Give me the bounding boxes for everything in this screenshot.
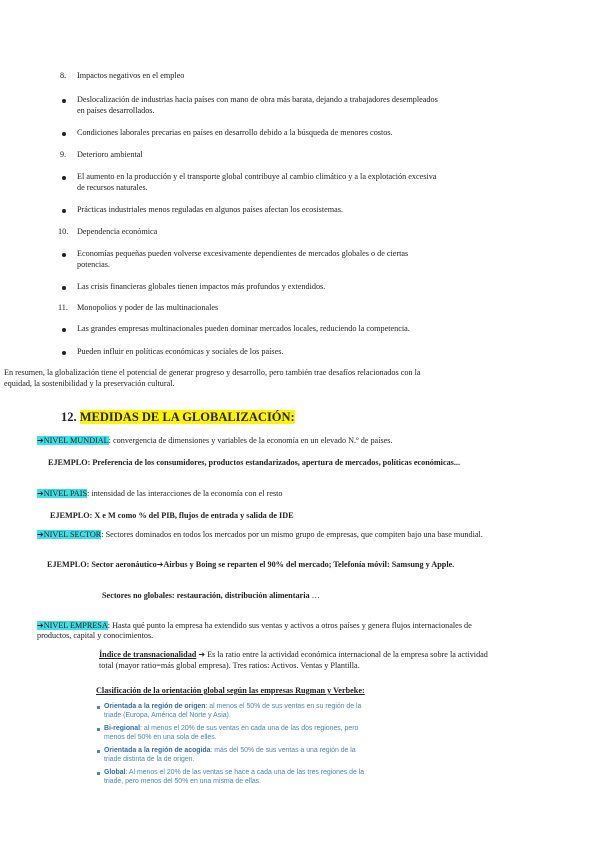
nivel-sector-text: : Sectores dominados en todos los mercados por un mismo grupo de empresas, que compiten bajo una base mundial.	[101, 530, 483, 539]
bullet-dot	[62, 209, 66, 213]
list-heading: Impactos negativos en el empleo	[77, 71, 185, 80]
ejemplo-mundial: EJEMPLO: Preferencia de los consumidores, productos estandarizados, apertura de mercados, políticas económicas...	[48, 458, 461, 467]
list-item: Las grandes empresas multinacionales pueden dominar mercados locales, reduciendo la competencia.	[77, 324, 410, 333]
ejemplo-pais: EJEMPLO: X e M como % del PIB, flujos de entrada y salida de IDE	[50, 511, 294, 520]
list-number: 9.	[60, 150, 67, 159]
rugman-item-origen-cont: triade (Europa, América del Norte y Asia).	[104, 712, 231, 719]
section-number: 12.	[61, 410, 77, 424]
bullet-square	[97, 772, 100, 775]
arrow-right-icon: ➔	[156, 560, 164, 569]
list-number: 10.	[58, 227, 69, 236]
section-title: MEDIDAS DE LA GLOBALIZACIÓN:	[79, 410, 295, 424]
arrow-right-icon: ➔	[37, 489, 44, 498]
nivel-pais-label: ➔NIVEL PAIS	[37, 489, 87, 498]
bullet-square	[97, 750, 100, 753]
rugman-item-biregional-cont: menos del 50% en una sola de elles.	[104, 734, 217, 741]
nivel-sector-label: ➔NIVEL SECTOR	[37, 530, 102, 539]
bullet-square	[97, 706, 100, 709]
nivel-mundial-line	[37, 436, 393, 447]
arrow-right-icon: ➔	[37, 621, 44, 630]
list-heading: Dependencia económica	[77, 227, 158, 236]
summary-line: En resumen, la globalización tiene el potencial de generar progreso y desarrollo, pero también trae desafíos relacionados con la	[4, 368, 421, 377]
bullet-dot	[62, 286, 66, 290]
list-item: El aumento en la producción y el transporte global contribuye al cambio climático y a la explotación excesiva	[77, 172, 437, 181]
list-number: 11.	[58, 303, 68, 312]
rugman-item-biregional: Bi-regional: al menos el 20% de sus ventas en cada una de las dos regiones, pero	[104, 725, 359, 732]
nivel-sector-line	[37, 530, 483, 541]
nivel-mundial-text: : convergencia de dimensiones y variables de la economía en un elevado N.º de países.	[108, 436, 393, 445]
indice-line: Índice de transnacionalidad ➔ Es la ratio entre la actividad económica internacional de la empresa sobre la actividad	[99, 650, 488, 659]
list-item-cont: de recursos naturales.	[77, 183, 148, 192]
bullet-square	[97, 728, 100, 731]
list-heading: Deterioro ambiental	[77, 150, 143, 159]
arrow-right-icon: ➔	[198, 650, 206, 659]
summary-line: equidad, la sostenibilidad y la preservación cultural.	[4, 379, 175, 388]
list-item: Deslocalización de industrias hacia países con mano de obra más barata, dejando a trabajadores desempleados	[77, 95, 438, 104]
list-number: 8.	[60, 71, 67, 80]
arrow-right-icon: ➔	[37, 436, 44, 445]
nivel-empresa-label: ➔NIVEL EMPRESA	[37, 621, 108, 630]
list-item: Pueden influir en políticas económicas y sociales de los países.	[77, 347, 284, 356]
bullet-dot	[62, 328, 66, 332]
bullet-dot	[62, 176, 66, 180]
rugman-item-acogida-cont: triade distinta de la de origen.	[104, 756, 195, 763]
sectores-no-globales: Sectores no globales: restauración, distribución alimentaria …	[102, 591, 320, 600]
nivel-empresa-cont: productos, capital y conocimientos.	[37, 631, 154, 640]
indice-cont: total (mayor ratio=más global empresa). Tres ratios: Activos. Ventas y Plantilla.	[99, 661, 360, 670]
list-item: Economías pequeñas pueden volverse excesivamente dependientes de mercados globales o de ciertas	[77, 249, 409, 258]
list-heading: Monopolios y poder de las multinacionales	[77, 303, 219, 312]
bullet-dot	[62, 253, 66, 257]
ejemplo-sector: EJEMPLO: Sector aeronáutico➔Airbus y Boing se reparten el 90% del mercado; Telefonía móvil: Samsung y Apple.	[47, 560, 455, 569]
rugman-item-origen: Orientada a la región de origen: al menos el 50% de sus ventas en su región de la	[104, 703, 362, 710]
nivel-pais-line	[37, 489, 283, 500]
rugman-item-global: Global: Al menos el 20% de las ventas se hace a cada una de las tres regiones de la	[104, 769, 365, 776]
rugman-item-global-cont: triade, pero menos del 50% en una misma de ellas.	[104, 778, 262, 785]
rugman-item-acogida: Orientada a la región de acogida: más del 50% de sus ventas a una región de la	[104, 747, 356, 754]
nivel-empresa-text: : Hasta qué punto la empresa ha extendido sus ventas y activos a otros países y genera flujos internacionales de	[107, 621, 472, 630]
bullet-dot	[62, 99, 66, 103]
bullet-dot	[62, 351, 66, 355]
arrow-right-icon: ➔	[37, 530, 44, 539]
section-heading	[61, 410, 295, 425]
list-item-cont: en países desarrollados.	[77, 106, 155, 115]
list-item: Las crisis financieras globales tienen impactos más profundos y extendidos.	[77, 282, 326, 291]
list-item: Prácticas industriales menos reguladas en algunos países afectan los ecosistemas.	[77, 205, 344, 214]
list-item: Condiciones laborales precarias en países en desarrollo debido a la búsqueda de menores costos.	[77, 128, 393, 137]
bullet-dot	[62, 132, 66, 136]
nivel-empresa-line	[37, 621, 472, 632]
nivel-pais-text: : intensidad de las interacciones de la economía con el resto	[87, 489, 283, 498]
indice-label: Índice de transnacionalidad	[99, 650, 197, 659]
list-item-cont: potencias.	[77, 260, 110, 269]
clasificacion-heading: Clasificación de la orientación global según las empresas Rugman y Verbeke:	[96, 686, 365, 695]
nivel-mundial-label: ➔NIVEL MUNDIAL	[37, 436, 109, 445]
